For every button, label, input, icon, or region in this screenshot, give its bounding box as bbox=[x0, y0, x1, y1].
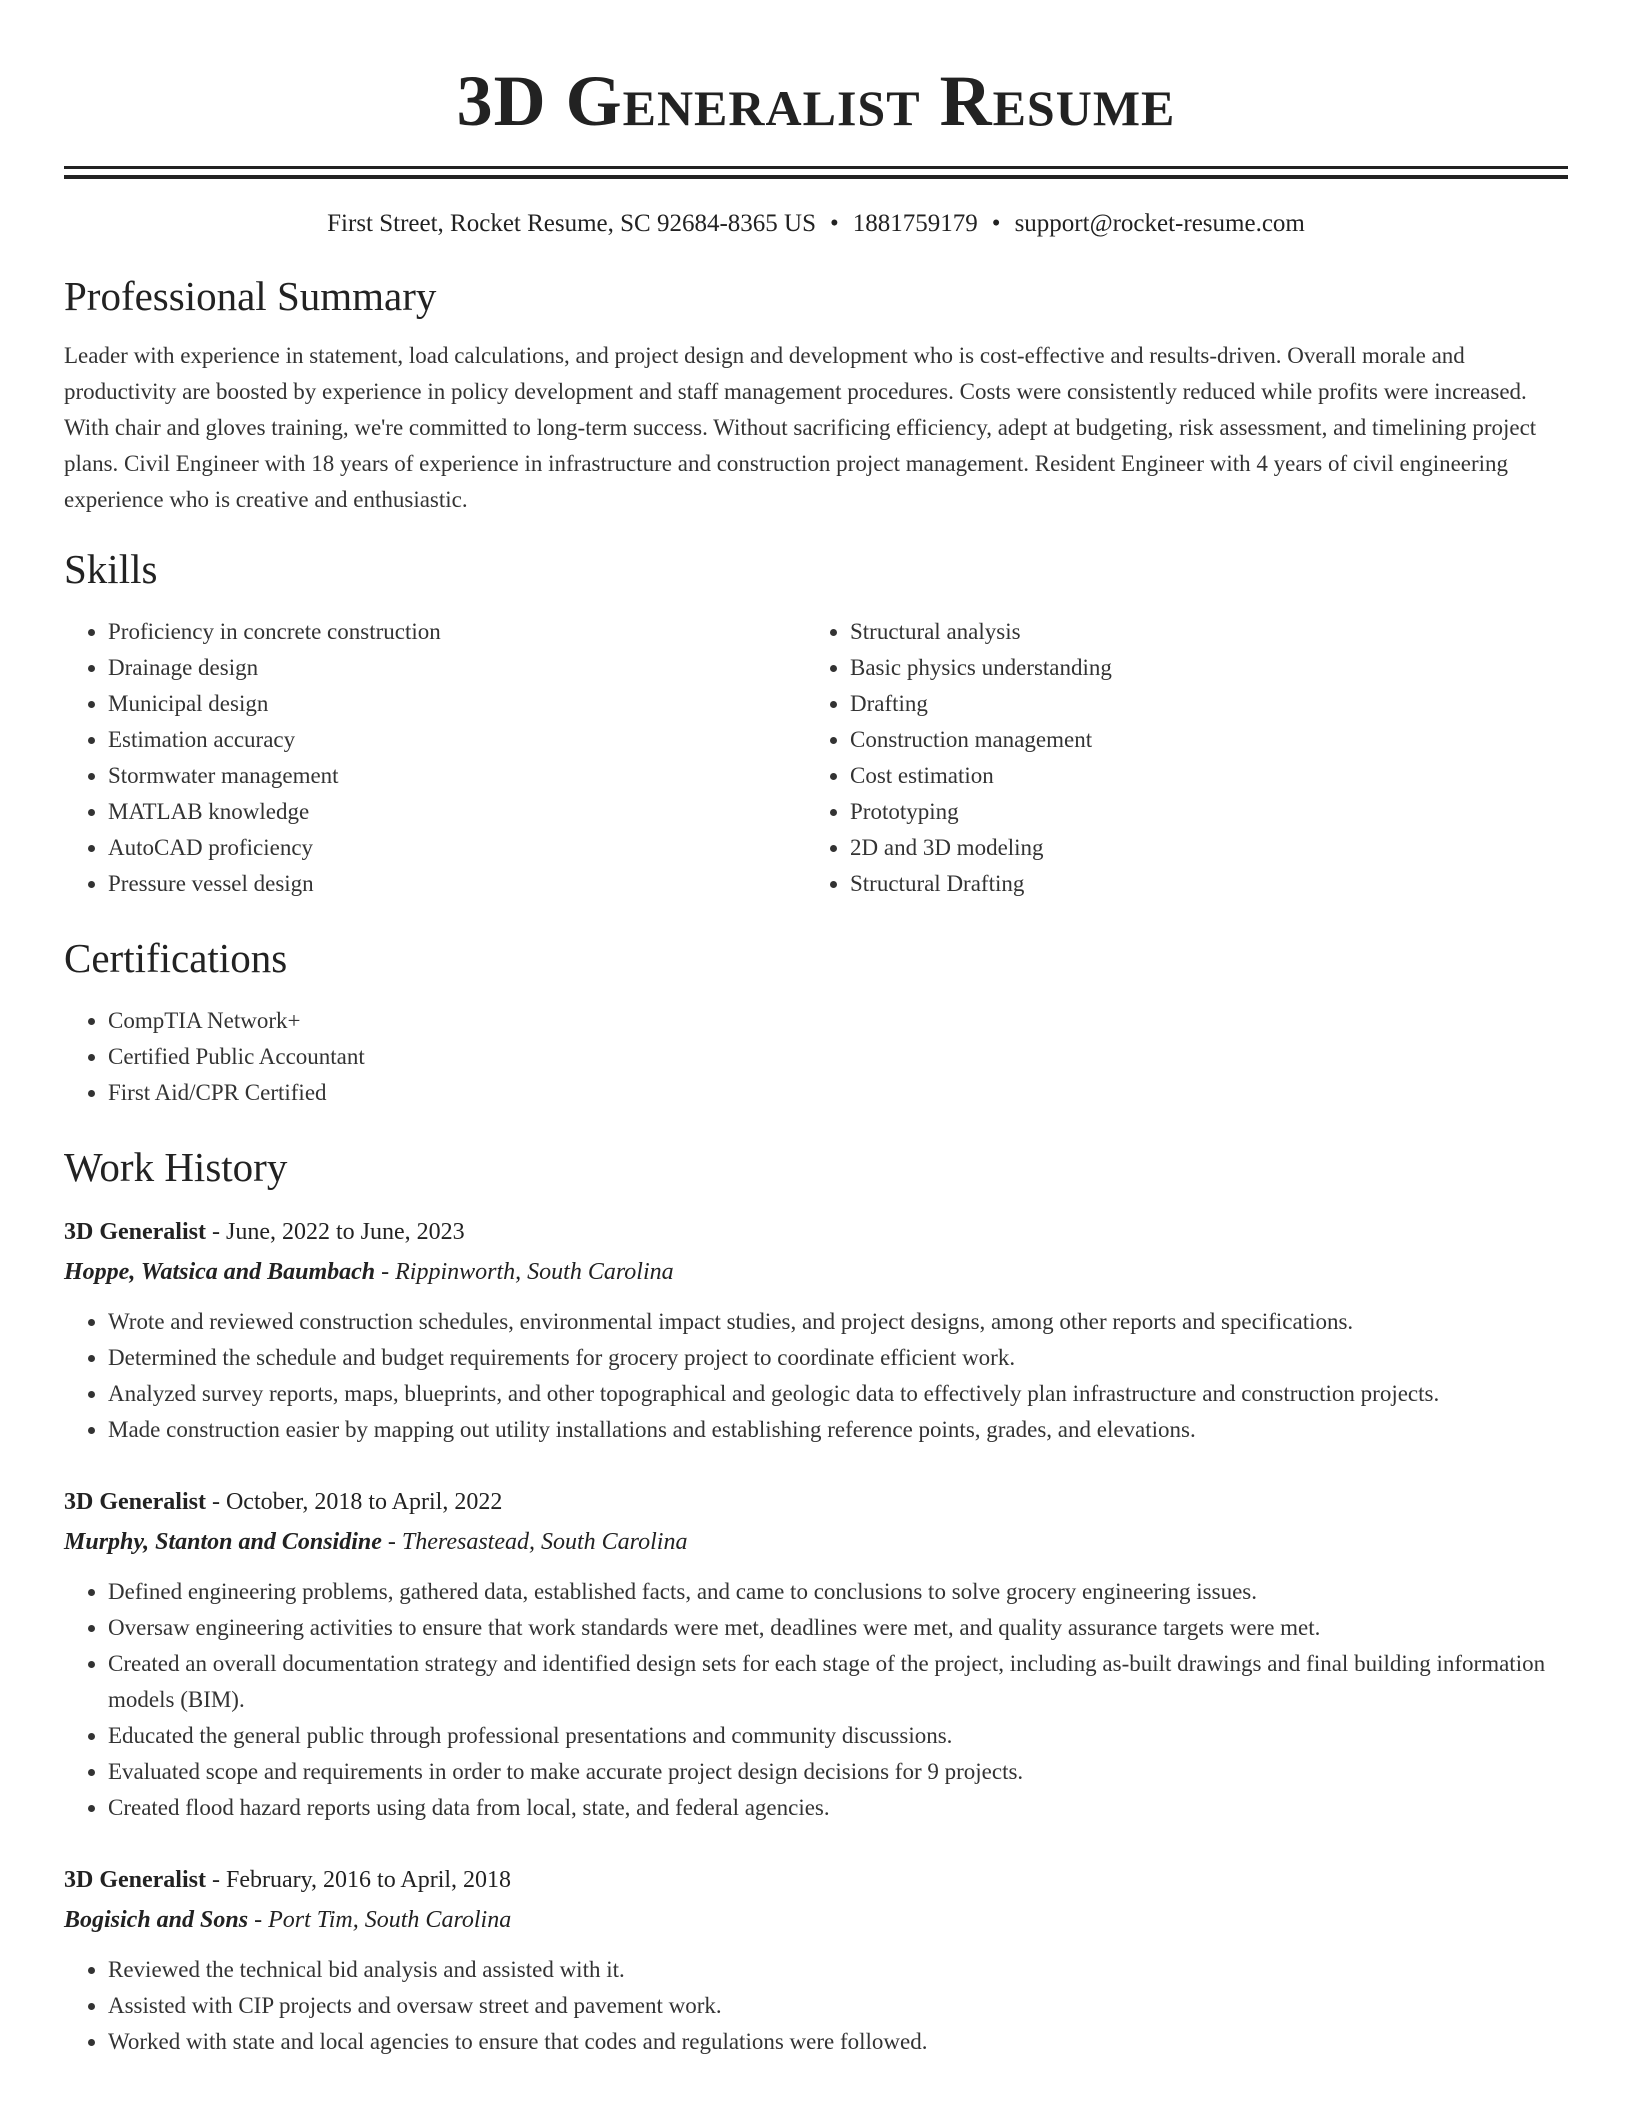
job-company-line bbox=[64, 1900, 1568, 1940]
contact-address: First Street, Rocket Resume, SC 92684-8365 US bbox=[327, 210, 817, 237]
job-entry bbox=[64, 1860, 1568, 2060]
skill-item: • Pressure vessel design bbox=[108, 866, 806, 902]
job-role: 3D Generalist bbox=[64, 1489, 206, 1515]
job-title-line bbox=[64, 1212, 1568, 1252]
contact-separator: • bbox=[830, 210, 839, 237]
job-bullets bbox=[64, 1304, 1568, 1448]
summary-text: Leader with experience in statement, load calculations, and project design and development who is cost-effective and results-driven. Overall morale and productivity are boosted by experience in policy development and staff management procedures. Costs were consistently reduced while profits were increased. With chair and gloves training, we're committed to long-term success. Without sacrificing efficiency, adept at budgeting, risk assessment, and timelining project plans. Civil Engineer with 18 years of experience in infrastructure and construction project management. Resident Engineer with 4 years of civil engineering experience who is creative and enthusiastic. bbox=[64, 343, 1537, 512]
certification-item: • CompTIA Network+ bbox=[108, 1003, 1568, 1039]
job-location: - Port Tim, South Carolina bbox=[248, 1907, 512, 1933]
certification-item: • Certified Public Accountant bbox=[108, 1039, 1568, 1075]
skill-item: • Stormwater management bbox=[108, 758, 806, 794]
contact-separator: • bbox=[991, 210, 1001, 237]
skill-item: • Drafting bbox=[850, 686, 1548, 722]
job-company: Bogisich and Sons bbox=[64, 1907, 249, 1933]
job-company: Murphy, Stanton and Considine bbox=[64, 1529, 382, 1555]
job-bullets bbox=[64, 1952, 1568, 2060]
job-bullets bbox=[64, 1574, 1568, 1826]
job-location: - Theresastead, South Carolina bbox=[381, 1529, 688, 1555]
job-bullet: • Worked with state and local agencies to ensure that codes and regulations were followed. bbox=[108, 2024, 1568, 2060]
certification-item: • First Aid/CPR Certified bbox=[108, 1075, 1568, 1111]
work-history-heading: Work History bbox=[64, 1144, 288, 1190]
job-bullet: • Wrote and reviewed construction schedules, environmental impact studies, and project designs, among other reports and specifications. bbox=[108, 1304, 1568, 1340]
contact-phone: 1881759179 bbox=[852, 210, 978, 237]
skill-item: • Proficiency in concrete construction bbox=[108, 614, 806, 650]
job-bullet: • Educated the general public through professional presentations and community discussions. bbox=[108, 1718, 1568, 1754]
contact-email: support@rocket-resume.com bbox=[1014, 210, 1305, 237]
skills-list-right bbox=[806, 614, 1548, 902]
job-bullet: • Reviewed the technical bid analysis and assisted with it. bbox=[108, 1952, 1568, 1988]
skill-item: • Prototyping bbox=[850, 794, 1548, 830]
job-entry bbox=[64, 1212, 1568, 1448]
skill-item: • Municipal design bbox=[108, 686, 806, 722]
skill-item: • Drainage design bbox=[108, 650, 806, 686]
job-entry bbox=[64, 1482, 1568, 1826]
job-location: - Rippinworth, South Carolina bbox=[375, 1259, 674, 1285]
resume-page bbox=[64, 0, 1568, 2060]
job-company: Hoppe, Watsica and Baumbach bbox=[64, 1259, 376, 1285]
job-role: 3D Generalist bbox=[64, 1219, 206, 1245]
skill-item: • Cost estimation bbox=[850, 758, 1548, 794]
job-title-line bbox=[64, 1482, 1568, 1522]
skills-grid bbox=[64, 614, 1568, 902]
skills-column-right bbox=[806, 614, 1548, 902]
job-dates: - February, 2016 to April, 2018 bbox=[205, 1867, 512, 1893]
skill-item: • Basic physics understanding bbox=[850, 650, 1548, 686]
skills-column-left bbox=[64, 614, 806, 902]
resume-title: 3D Generalist Resume bbox=[456, 61, 1176, 141]
summary-heading: Professional Summary bbox=[64, 273, 437, 319]
job-bullet: • Evaluated scope and requirements in order to make accurate project design decisions for 9 projects. bbox=[108, 1754, 1568, 1790]
skill-item: • 2D and 3D modeling bbox=[850, 830, 1548, 866]
job-dates: - June, 2022 to June, 2023 bbox=[205, 1219, 465, 1245]
job-bullet: • Oversaw engineering activities to ensure that work standards were met, deadlines were met, and quality assurance targets were met. bbox=[108, 1610, 1568, 1646]
certifications-list bbox=[64, 1003, 1568, 1111]
job-title-line bbox=[64, 1860, 1568, 1900]
job-company-line bbox=[64, 1252, 1568, 1292]
skills-heading: Skills bbox=[64, 546, 158, 592]
skill-item: • Estimation accuracy bbox=[108, 722, 806, 758]
job-bullet: • Created an overall documentation strategy and identified design sets for each stage of the project, including as-built drawings and final building information models (BIM). bbox=[108, 1646, 1568, 1718]
job-company-line bbox=[64, 1522, 1568, 1562]
title-double-rule bbox=[64, 166, 1568, 179]
skill-item: • MATLAB knowledge bbox=[108, 794, 806, 830]
certifications-heading: Certifications bbox=[64, 935, 288, 981]
job-role: 3D Generalist bbox=[64, 1867, 206, 1893]
skill-item: • Structural analysis bbox=[850, 614, 1548, 650]
job-bullet: • Determined the schedule and budget requirements for grocery project to coordinate efficient work. bbox=[108, 1340, 1568, 1376]
skill-item: • AutoCAD proficiency bbox=[108, 830, 806, 866]
contact-line bbox=[64, 207, 1568, 241]
job-bullet: • Created flood hazard reports using data from local, state, and federal agencies. bbox=[108, 1790, 1568, 1826]
job-bullet: • Defined engineering problems, gathered data, established facts, and came to conclusions to solve grocery engineering issues. bbox=[108, 1574, 1568, 1610]
skill-item: • Construction management bbox=[850, 722, 1548, 758]
skills-list-left bbox=[64, 614, 806, 902]
job-dates: - October, 2018 to April, 2022 bbox=[205, 1489, 503, 1515]
job-bullet: • Assisted with CIP projects and oversaw street and pavement work. bbox=[108, 1988, 1568, 2024]
skill-item: • Structural Drafting bbox=[850, 866, 1548, 902]
job-bullet: • Analyzed survey reports, maps, blueprints, and other topographical and geologic data to effectively plan infrastructure and construction projects. bbox=[108, 1376, 1568, 1412]
job-bullet: • Made construction easier by mapping out utility installations and establishing reference points, grades, and elevations. bbox=[108, 1412, 1568, 1448]
